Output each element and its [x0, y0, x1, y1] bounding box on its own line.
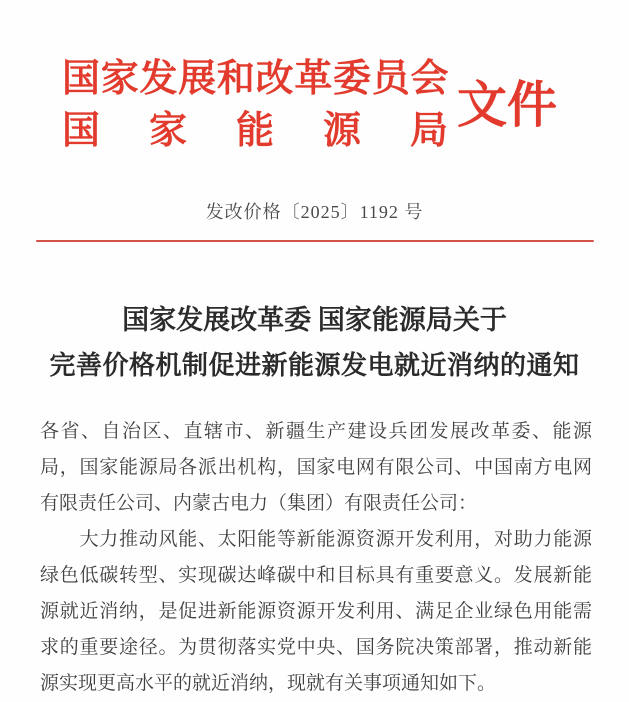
letterhead — [62, 53, 629, 157]
body-line: 有限责任公司、内蒙古电力（集团）有限责任公司： — [40, 493, 478, 514]
body-line: 绿色低碳转型、实现碳达峰碳中和目标具有重要意义。发展新能 — [40, 565, 592, 586]
document-title-line2: 完善价格机制促进新能源发电就近消纳的通知 — [49, 351, 580, 380]
document-body — [40, 414, 592, 702]
body-line: 局，国家能源局各派出机构，国家电网有限公司、中国南方电网 — [40, 457, 592, 478]
document-reference-number: 发改价格〔2025〕1192 号 — [205, 202, 424, 222]
body-line: 各省、自治区、直辖市、新疆生产建设兵团发展改革委、能源 — [40, 421, 592, 442]
body-line: 源就近消纳，是促进新能源资源开发利用、满足企业绿色用能需 — [40, 601, 592, 622]
body-line: 大力推动风能、太阳能等新能源资源开发利用，对助力能源 — [40, 529, 592, 550]
red-separator-line — [36, 240, 594, 242]
document-title-line1: 国家发展改革委 国家能源局关于 — [122, 305, 507, 335]
issuing-agencies — [62, 53, 448, 157]
agency-name-nea: 国家能源局 — [62, 110, 448, 152]
agency-name-ndrc: 国家发展和改革委员会 — [62, 58, 448, 100]
body-line: 源实现更高水平的就近消纳，现就有关事项通知如下。 — [40, 673, 497, 694]
body-line: 求的重要途径。为贯彻落实党中央、国务院决策部署，推动新能 — [40, 637, 592, 658]
document-type-label: 文件 — [457, 77, 557, 133]
document-title — [0, 298, 629, 388]
